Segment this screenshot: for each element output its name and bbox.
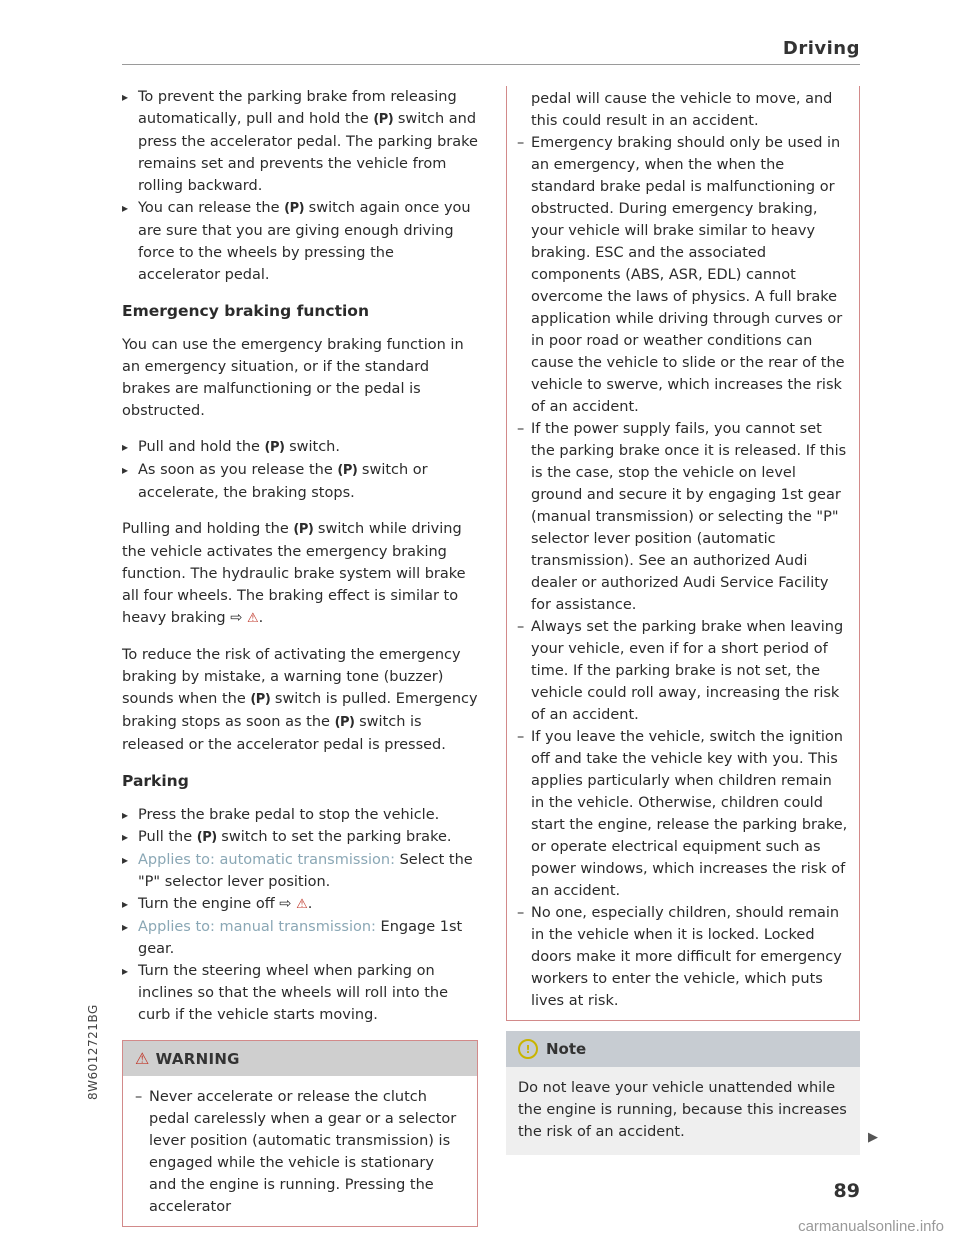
warning-triangle-icon[interactable]: ⚠ <box>296 897 308 912</box>
applies-to-label: Applies to: automatic transmission: <box>138 852 395 868</box>
warning-box-continued <box>506 86 860 1021</box>
parking-brake-switch-icon: (P) <box>196 830 217 845</box>
step-text: switch to set the parking brake. <box>216 829 452 845</box>
parking-brake-switch-icon: (P) <box>284 201 305 216</box>
emergency-braking-heading: Emergency braking function <box>122 302 369 320</box>
step-text: Turn the steering wheel when parking on inclines so that the wheels will roll into the curb if the vehicle starts moving. <box>138 963 449 1023</box>
note-box <box>506 1031 878 1155</box>
warning-continued-text: pedal will cause the vehicle to move, and this could result in an accident. <box>531 91 833 129</box>
step-text: Press the brake pedal to stop the vehicle. <box>138 807 440 823</box>
warning-triangle-icon[interactable]: ⚠ <box>247 611 259 626</box>
paragraph-text: Pulling and holding the <box>122 521 294 537</box>
step-text: Pull and hold the <box>138 439 265 455</box>
step-text: switch and press the accelerator pedal. The parking brake remains set and prevents the vehicle from rolling backward. <box>138 111 478 194</box>
list-item: – No one, especially children, should remain in the vehicle when it is locked. Locked doors make it more difficult for emergency workers to enter the vehicle, which puts lives at risk. <box>517 902 849 1012</box>
warning-list <box>135 1086 465 1218</box>
document-code: 8W6012721BG <box>86 1004 100 1100</box>
list-item <box>122 804 478 826</box>
list-item <box>122 916 478 960</box>
step-text: Turn the engine off ⇨ <box>138 896 297 912</box>
applies-to-label: Applies to: manual transmission: <box>138 919 376 935</box>
list-item <box>122 960 478 1026</box>
list-item <box>122 849 478 893</box>
period: . <box>258 610 264 626</box>
step-text: Engage 1st gear. <box>138 919 463 957</box>
warning-box <box>122 1040 478 1227</box>
parking-brake-switch-icon: (P) <box>334 715 355 730</box>
step-text: You can release the <box>138 200 285 216</box>
step-text: switch. <box>284 439 340 455</box>
step-text: To prevent the parking brake from releasing automatically, pull and hold the <box>138 89 457 127</box>
next-page-arrow-icon[interactable]: ▶ <box>868 1130 878 1145</box>
watermark: carmanualsonline.info <box>798 1218 944 1235</box>
list-item: – Never accelerate or release the clutch pedal carelessly when a gear or a selector lever position (automatic transmission) is engaged while the vehicle is stationary and the engine is running. Pressing the accelerator <box>135 1086 465 1218</box>
list-item <box>122 459 478 504</box>
emergency-steps <box>122 436 478 504</box>
step-text: switch again once you are sure that you are giving enough driving force to the wheels by pressing the accelerator pedal. <box>138 200 471 283</box>
step-text: As soon as you release the <box>138 462 338 478</box>
parking-brake-switch-icon: (P) <box>264 440 285 455</box>
parking-brake-switch-icon: (P) <box>337 463 358 478</box>
list-item: – Emergency braking should only be used in an emergency, when the when the standard brake pedal is malfunctioning or obstructed. During emergency braking, your vehicle will brake similar to heavy braking. ESC and the associated components (ABS, ASR, EDL) cannot overcome the laws of physics. A full brake application while driving through curves or in poor road or weather conditions can cause the vehicle to slide or the rear of the vehicle to swerve, which increases the risk of an accident. <box>517 132 849 418</box>
parking-steps <box>122 804 478 1026</box>
list-item: – If the power supply fails, you cannot set the parking brake once it is released. If this is the case, stop the vehicle on level ground and secure it by engaging 1st gear (manual transmission) or selecting the "P" selector lever position (automatic transmission). See an authorized Audi dealer or authorized Audi Service Facility for assistance. <box>517 418 849 616</box>
step-text: Pull the <box>138 829 197 845</box>
paragraph-text: To reduce the risk of activating the emergency braking by mistake, a warning tone (buzzer) sounds when the <box>122 647 461 707</box>
note-header <box>506 1031 860 1067</box>
warning-header <box>123 1041 477 1076</box>
note-text: Do not leave your vehicle unattended while the engine is running, because this increases the risk of an accident. <box>518 1080 847 1140</box>
note-body <box>506 1067 878 1155</box>
list-item: – If you leave the vehicle, switch the ignition off and take the vehicle key with you. This applies particularly when children remain in the vehicle. Otherwise, children could start the engine, release the parking brake, or operate electrical equipment such as power windows, which increases the risk of an accident. <box>517 726 849 902</box>
step-text: Select the "P" selector lever position. <box>138 852 473 890</box>
parking-brake-switch-icon: (P) <box>250 692 271 707</box>
paragraph-text: switch while driving the vehicle activates the emergency braking function. The hydraulic brake system will brake all four wheels. The braking effect is similar to heavy braking ⇨ <box>122 521 466 626</box>
parking-brake-switch-icon: (P) <box>373 112 394 127</box>
warning-triangle-icon: ⚠ <box>135 1049 150 1068</box>
intro-steps <box>122 86 478 286</box>
page-number: 89 <box>833 1180 860 1202</box>
list-item <box>122 197 478 286</box>
section-title: Driving <box>782 38 860 59</box>
parking-heading: Parking <box>122 772 189 790</box>
list-item: – Always set the parking brake when leaving your vehicle, even if for a short period of time. If the parking brake is not set, the vehicle could roll away, increasing the risk of an accident. <box>517 616 849 726</box>
note-title: Note <box>546 1040 587 1058</box>
warning-body <box>123 1076 477 1226</box>
list-item <box>122 436 478 459</box>
step-text: switch or accelerate, the braking stops. <box>138 462 428 501</box>
list-item <box>122 826 478 849</box>
left-column <box>122 86 478 1227</box>
paragraph-text: switch is pulled. Emergency braking stops as soon as the <box>122 691 478 730</box>
header-divider <box>122 64 860 65</box>
right-column <box>506 86 878 1155</box>
list-item <box>122 893 478 916</box>
note-exclamation-icon: ! <box>518 1039 538 1059</box>
emergency-intro-paragraph: You can use the emergency braking function in an emergency situation, or if the standard brakes are malfunctioning or the pedal is obstructed. <box>122 337 464 419</box>
warning-list <box>517 132 849 1012</box>
warning-body <box>507 86 859 1020</box>
emergency-detail-paragraph <box>122 518 478 630</box>
emergency-buzzer-paragraph <box>122 644 478 756</box>
list-item <box>122 86 478 197</box>
period: . <box>307 896 313 912</box>
warning-title: WARNING <box>155 1049 240 1068</box>
paragraph-text: switch is released or the accelerator pedal is pressed. <box>122 714 446 753</box>
parking-brake-switch-icon: (P) <box>293 522 314 537</box>
